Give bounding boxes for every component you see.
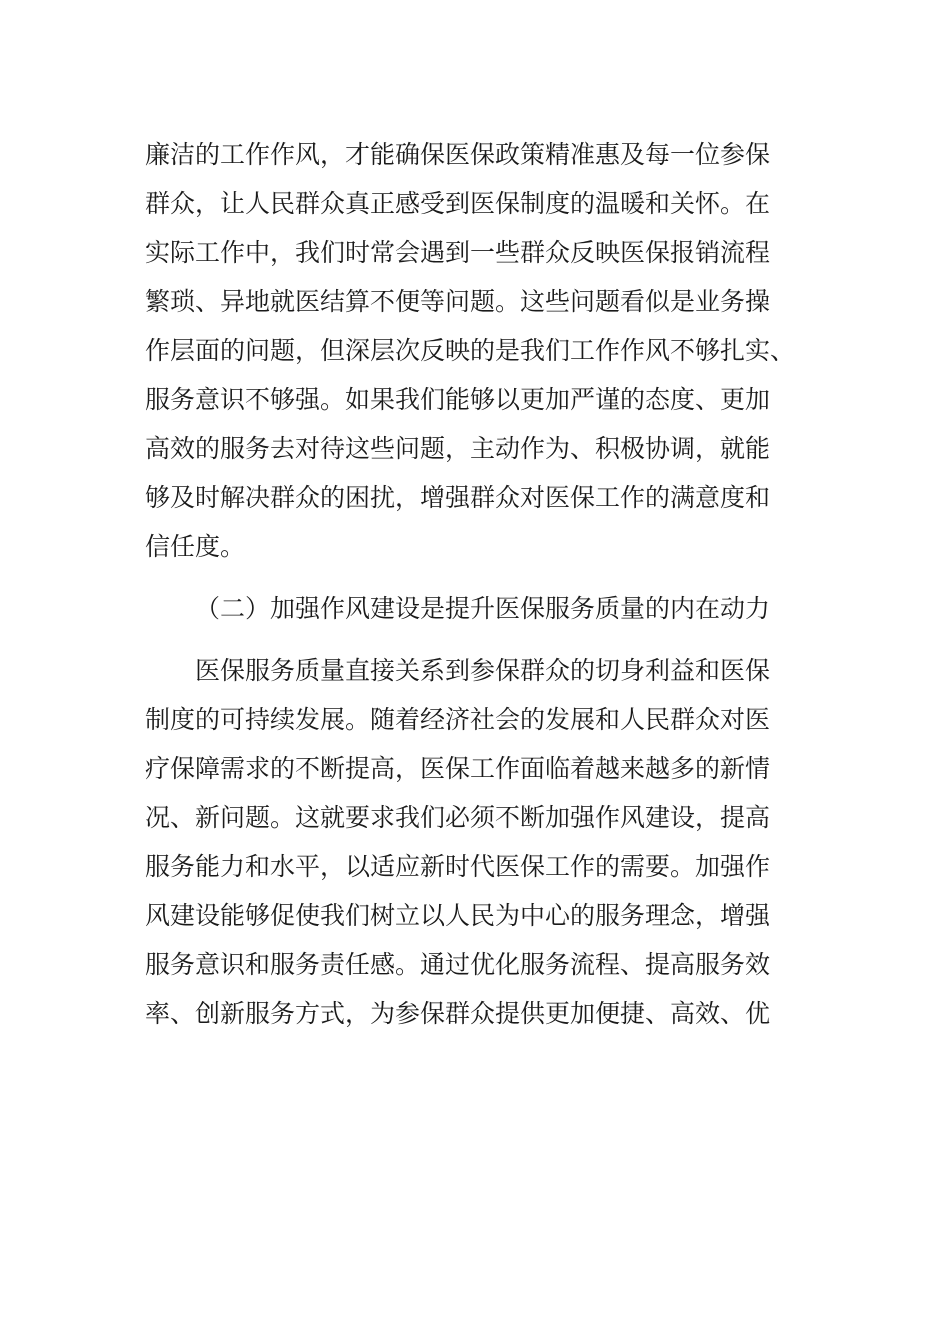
text-line: 服务能力和水平，以适应新时代医保工作的需要。加强作 <box>145 852 771 881</box>
text-line: 疗保障需求的不断提高，医保工作面临着越来越多的新情 <box>145 754 771 783</box>
text-line: 况、新问题。这就要求我们必须不断加强作风建设，提高 <box>145 803 771 832</box>
text-line: 制度的可持续发展。随着经济社会的发展和人民群众对医 <box>145 705 771 734</box>
text-line: 群众，让人民群众真正感受到医保制度的温暖和关怀。在 <box>145 189 771 218</box>
text-line: 医保服务质量直接关系到参保群众的切身利益和医保 <box>195 656 771 685</box>
text-line: 服务意识不够强。如果我们能够以更加严谨的态度、更加 <box>145 385 771 414</box>
paragraph-2 <box>145 646 795 1038</box>
text-line: 繁琐、异地就医结算不便等问题。这些问题看似是业务操 <box>145 287 771 316</box>
text-line: 服务意识和服务责任感。通过优化服务流程、提高服务效 <box>145 950 771 979</box>
text-line: 信任度。 <box>145 532 246 561</box>
text-line: 够及时解决群众的困扰，增强群众对医保工作的满意度和 <box>145 483 771 512</box>
text-line: 风建设能够促使我们树立以人民为中心的服务理念，增强 <box>145 901 771 930</box>
text-line: 廉洁的工作作风，才能确保医保政策精准惠及每一位参保 <box>145 140 771 169</box>
text-line: 作层面的问题，但深层次反映的是我们工作作风不够扎实、 <box>145 336 796 365</box>
section-heading: （二）加强作风建设是提升医保服务质量的内在动力 <box>195 594 771 623</box>
text-line: 高效的服务去对待这些问题，主动作为、积极协调，就能 <box>145 434 771 463</box>
text-line: 实际工作中，我们时常会遇到一些群众反映医保报销流程 <box>145 238 771 267</box>
text-line: 率、创新服务方式，为参保群众提供更加便捷、高效、优 <box>145 999 771 1028</box>
document-body <box>145 130 795 1038</box>
paragraph-1 <box>145 130 795 571</box>
